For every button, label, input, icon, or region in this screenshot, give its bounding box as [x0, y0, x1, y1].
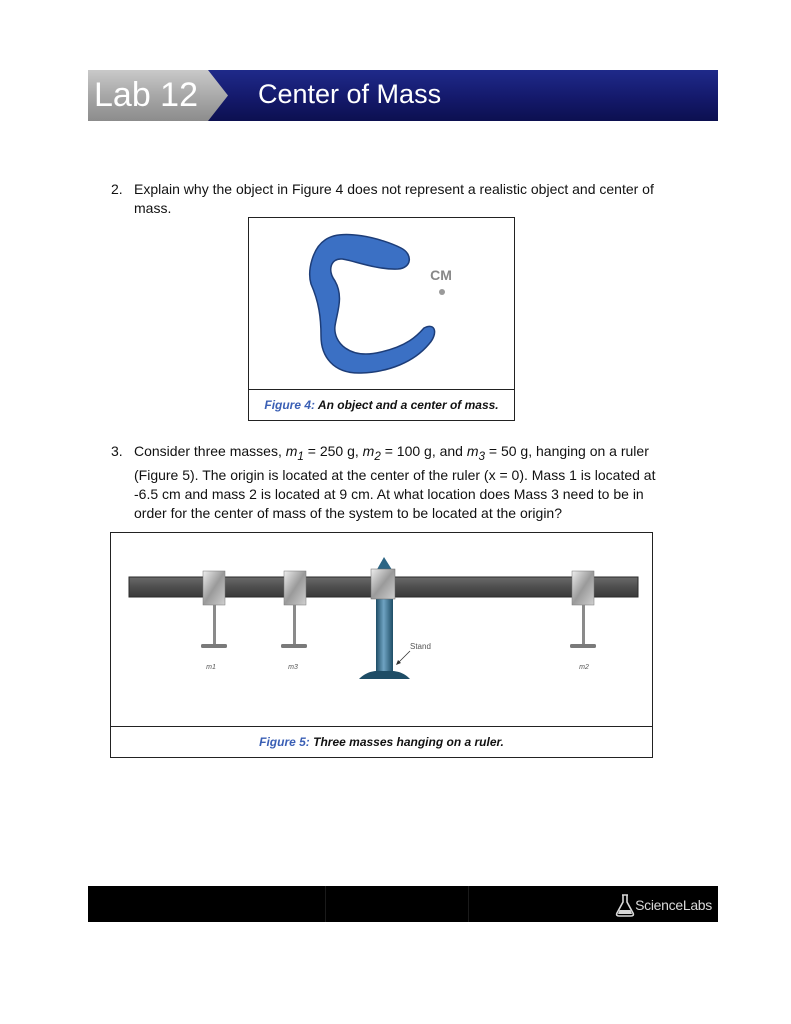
question-number: 3.: [111, 443, 123, 459]
lab-number-box: [88, 70, 200, 121]
figure-4-illustration: [249, 218, 514, 390]
sciencelabs-logo: [615, 893, 712, 917]
label-m3: m3: [288, 664, 298, 671]
page-footer: [88, 886, 718, 922]
footer-divider: [325, 886, 326, 922]
figure-4-label: Figure 4:: [264, 398, 316, 412]
lab-header-banner: [88, 70, 718, 121]
figure-4-caption: [249, 389, 514, 420]
figure-5-caption: [111, 726, 652, 757]
c-shaped-object: [310, 235, 435, 374]
logo-text: ScienceLabs: [635, 897, 712, 913]
mass-hanger-m1: [201, 571, 227, 648]
mass-hanger-m2: [570, 571, 596, 648]
question-2: [111, 180, 671, 218]
figure-5-label: Figure 5:: [259, 735, 310, 749]
stand-clamp: [371, 569, 395, 599]
question-number: 2.: [111, 181, 123, 197]
figure-5-caption-text: Three masses hanging on a ruler.: [309, 735, 504, 749]
figure-5-illustration: [111, 533, 652, 727]
figure-4: [248, 217, 515, 421]
chevron-right-icon: [200, 70, 232, 121]
question-3: [111, 442, 671, 523]
label-m1: m1: [206, 664, 216, 671]
flask-icon: [615, 893, 635, 917]
figure-5: [110, 532, 653, 758]
cm-point: [439, 289, 445, 295]
mass-hanger-m3: [281, 571, 307, 648]
footer-divider: [468, 886, 469, 922]
question-text: Explain why the object in Figure 4 does not represent a realistic object and center of mass.: [134, 181, 654, 216]
lab-number: Lab 12: [94, 76, 198, 114]
figure-4-caption-text: An object and a center of mass.: [315, 398, 499, 412]
stand-arrow: [398, 651, 410, 663]
stand-label: Stand: [410, 642, 431, 651]
cm-label: CM: [430, 267, 452, 283]
lab-title: Center of Mass: [258, 79, 442, 109]
question-text: Consider three masses, $m_1 = 250$ g, $m_2 = 100$ g, and $m_3 = 50$ g, hanging on a ruler (Figure 5). The origin is located at the center of the ruler (x = 0). Mass 1 is located at -6.5 cm and mass 2 is located at 9 cm. At what location does Mass 3 need to be in order for the center of mass of the system to be located at the origin?: [134, 443, 656, 521]
label-m2: m2: [579, 664, 589, 671]
